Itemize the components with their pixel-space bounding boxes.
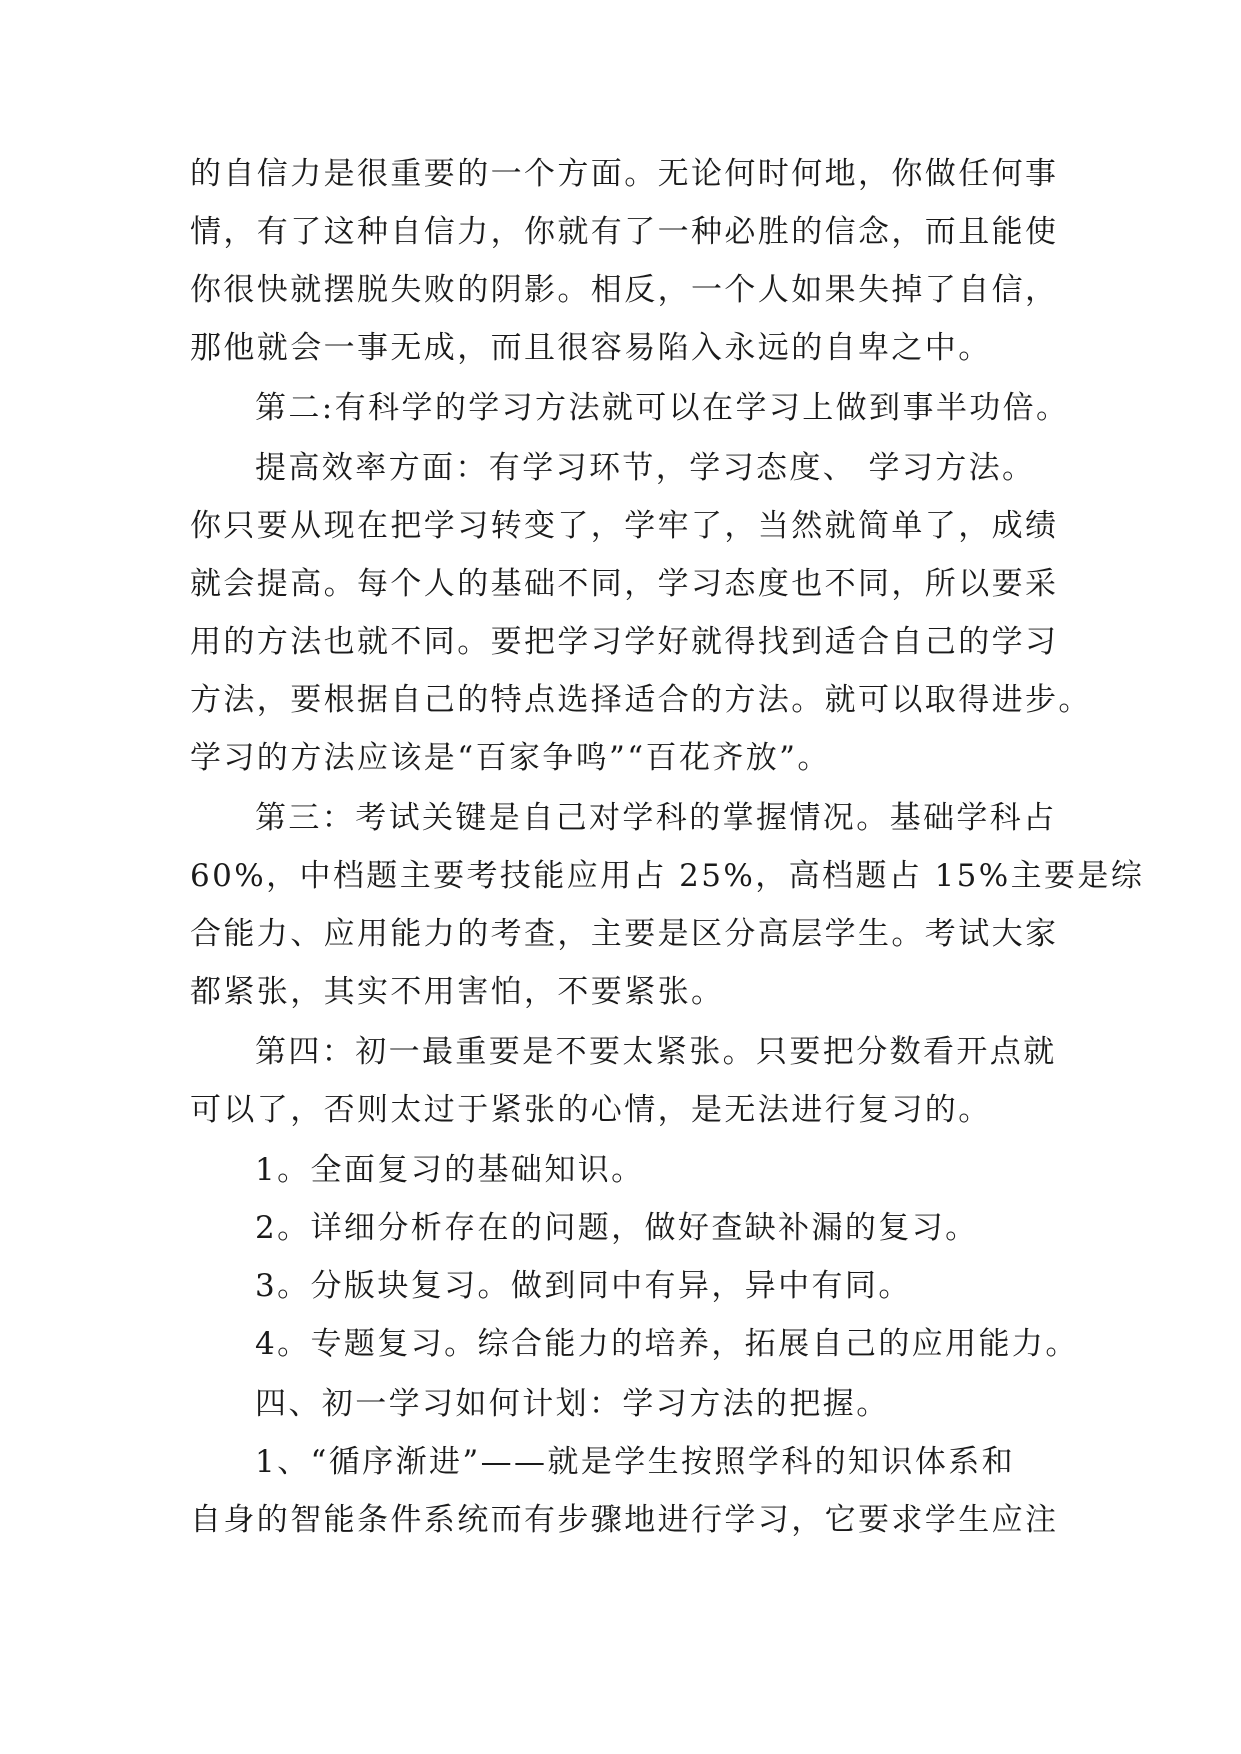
list-item: 1、“循序渐进”——就是学生按照学科的知识体系和: [255, 1444, 1016, 1480]
text-line: 情，有了这种自信力，你就有了一种必胜的信念，而且能使: [190, 214, 1059, 250]
text-line: 用的方法也就不同。要把学习学好就得找到适合自己的学习: [190, 624, 1059, 660]
text-line: 你只要从现在把学习转变了，学牢了，当然就简单了，成绩: [190, 508, 1059, 544]
text-line: 的自信力是很重要的一个方面。无论何时何地，你做任何事: [190, 156, 1059, 192]
list-item: 2。详细分析存在的问题，做好查缺补漏的复习。: [255, 1210, 979, 1246]
text-line: 学习的方法应该是“百家争鸣”“百花齐放”。: [190, 740, 831, 776]
section-heading-3: 第三：考试关键是自己对学科的掌握情况。基础学科占: [255, 800, 1057, 836]
section-heading-4: 第四：初一最重要是不要太紧张。只要把分数看开点就: [255, 1034, 1057, 1070]
paragraph-start: 提高效率方面：有学习环节，学习态度、 学习方法。: [255, 450, 1036, 486]
text-line: 那他就会一事无成，而且很容易陷入永远的自卑之中。: [190, 330, 992, 366]
text-line: 可以了，否则太过于紧张的心情，是无法进行复习的。: [190, 1092, 992, 1128]
text-line: 合能力、应用能力的考查，主要是区分高层学生。考试大家: [190, 916, 1059, 952]
text-line: 60%，中档题主要考技能应用占 25%，高档题占 15%主要是综: [190, 858, 1145, 894]
text-line: 自身的智能条件系统而有步骤地进行学习，它要求学生应注: [190, 1502, 1059, 1538]
list-item: 4。专题复习。综合能力的培养，拓展自己的应用能力。: [255, 1326, 1079, 1362]
text-line: 方法，要根据自己的特点选择适合的方法。就可以取得进步。: [190, 682, 1092, 718]
text-line: 都紧张，其实不用害怕，不要紧张。: [190, 974, 725, 1010]
section-heading-2: 第二:有科学的学习方法就可以在学习上做到事半功倍。: [255, 390, 1070, 426]
text-line: 你很快就摆脱失败的阴影。相反，一个人如果失掉了自信，: [190, 272, 1059, 308]
list-item: 1。全面复习的基础知识。: [255, 1152, 645, 1188]
text-line: 就会提高。每个人的基础不同，学习态度也不同，所以要采: [190, 566, 1059, 602]
section-heading-plan: 四、初一学习如何计划：学习方法的把握。: [255, 1386, 890, 1422]
list-item: 3。分版块复习。做到同中有异，异中有同。: [255, 1268, 912, 1304]
